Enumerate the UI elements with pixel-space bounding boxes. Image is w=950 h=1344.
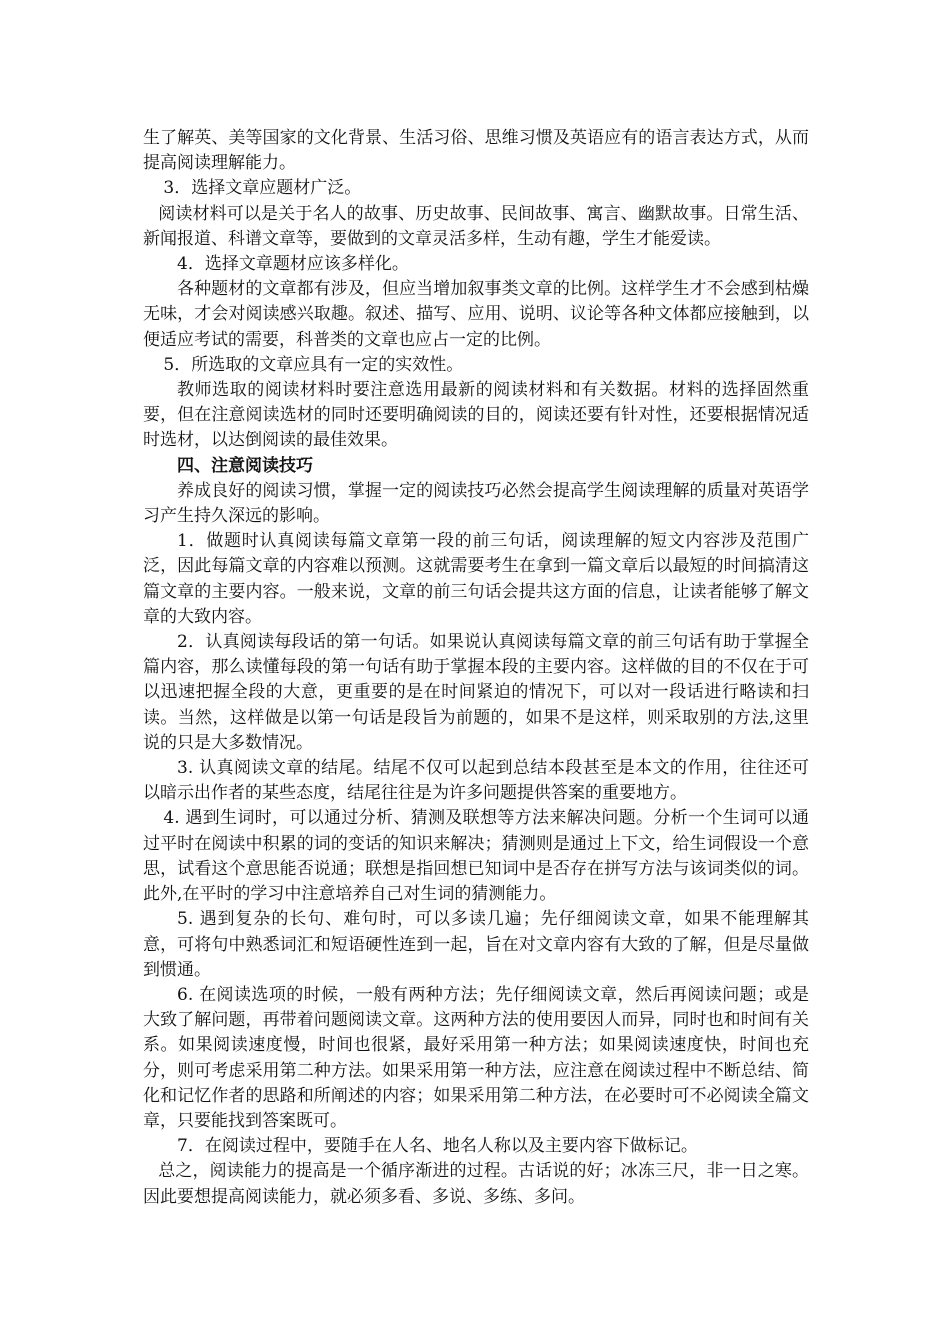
document-body <box>143 126 809 1210</box>
paragraph: 教师选取的阅读材料时要注意选用最新的阅读材料和有关数据。材料的选择固然重要，但在注意阅读选材的同时还要明确阅读的目的，阅读还要有针对性，还要根据情况适时选材，以达倒阅读的最佳效果。 <box>143 380 809 451</box>
conclusion-paragraph: 总之，阅读能力的提高是一个循序渐进的过程。古话说的好；冰冻三尺，非一日之寒。因此要想提高阅读能力，就必须多看、多说、多练、多问。 <box>143 1161 809 1207</box>
tip-item-7: 7．在阅读过程中，要随手在人名、地名人称以及主要内容下做标记。 <box>177 1136 698 1157</box>
tip-item-4: 4. 遇到生词时，可以通过分析、猜测及联想等方法来解决问题。分析一个生词可以通过平时在阅读中积累的词的变话的知识来解决；猜测则是通过上下文，给生词假设一个意思，试看这个意思能否说通；联想是指回想已知词中是否存在拼写方法与该词类似的词。此外,在平时的学习中注意培养自己对生词的猜测能力。 <box>143 808 809 905</box>
tip-item-3: 3. 认真阅读文章的结尾。结尾不仅可以起到总结本段甚至是本文的作用，往往还可以暗示出作者的某些态度，结尾往往是为许多问题提供答案的重要地方。 <box>143 758 809 804</box>
list-item-3-heading: 3．选择文章应题材广泛。 <box>163 178 362 199</box>
list-item-4-heading: 4．选择文章题材应该多样化。 <box>177 254 409 275</box>
tip-item-5: 5. 遇到复杂的长句、难句时，可以多读几遍；先仔细阅读文章，如果不能理解其意，可将句中熟悉词汇和短语硬性连到一起，旨在对文章内容有大致的了解，但是尽量做到惯通。 <box>143 909 809 980</box>
paragraph-continuation: 生了解英、美等国家的文化背景、生活习俗、思维习惯及英语应有的语言表达方式，从而提高阅读理解能力。 <box>143 128 809 174</box>
section-heading: 四、注意阅读技巧 <box>177 455 313 476</box>
tip-item-2: 2．认真阅读每段话的第一句话。如果说认真阅读每篇文章的前三句话有助于掌握全篇内容，那么读懂每段的第一句话有助于掌握本段的主要内容。这样做的目的不仅在于可以迅速把握全段的大意，更重要的是在时间紧迫的情况下，可以对一段话进行略读和扫读。当然，这样做是以第一句话是段旨为前题的，如果不是这样，则采取别的方法,这里说的只是大多数情况。 <box>143 632 809 753</box>
paragraph: 各种题材的文章都有涉及，但应当增加叙事类文章的比例。这样学生才不会感到枯燥无味，才会对阅读感兴取趣。叙述、描写、应用、说明、议论等各种文体都应接触到，以便适应考试的需要，科普类的文章也应占一定的比例。 <box>143 279 809 350</box>
paragraph: 养成良好的阅读习惯，掌握一定的阅读技巧必然会提高学生阅读理解的质量对英语学习产生持久深远的影响。 <box>143 480 809 527</box>
tip-item-6: 6. 在阅读选项的时候，一般有两种方法；先仔细阅读文章，然后再阅读问题；或是大致了解问题，再带着问题阅读文章。这两种方法的使用要因人而异，同时也和时间有关系。如果阅读速度慢，时间也很紧，最好采用第一种方法；如果阅读速度快，时间也充分，则可考虑采用第二种方法。如果采用第一种方法，应注意在阅读过程中不断总结、简化和记忆作者的思路和所阐述的内容；如果采用第二种方法，在必要时可不必阅读全篇文章，只要能找到答案既可。 <box>143 984 809 1131</box>
paragraph: 阅读材料可以是关于名人的故事、历史故事、民间故事、寓言、幽默故事。日常生活、新闻报道、科谱文章等，要做到的文章灵活多样，生动有趣，学生才能爱读。 <box>143 203 809 249</box>
list-item-5-heading: 5．所选取的文章应具有一定的实效性。 <box>163 354 464 375</box>
tip-item-1: 1．做题时认真阅读每篇文章第一段的前三句话，阅读理解的短文内容涉及范围广泛，因此每篇文章的内容难以预测。这就需要考生在拿到一篇文章后以最短的时间搞清这篇文章的主要内容。一般来说，文章的前三句话会提共这方面的信息，让读者能够了解文章的大致内容。 <box>143 531 809 627</box>
